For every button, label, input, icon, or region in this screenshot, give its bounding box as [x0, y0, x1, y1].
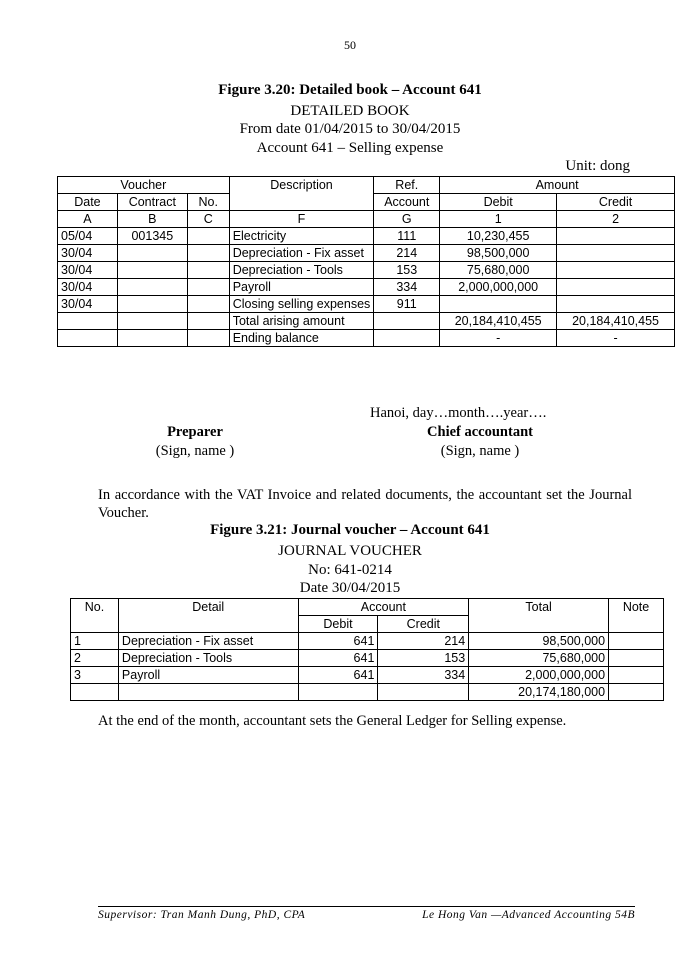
cell-debit: 75,680,000	[440, 262, 557, 279]
header-no: No.	[187, 194, 229, 211]
cell-credit	[557, 262, 675, 279]
table-row	[58, 245, 675, 262]
book-title: DETAILED BOOK	[290, 103, 410, 119]
cell-description: Depreciation - Tools	[229, 262, 374, 279]
cell-credit: 214	[378, 633, 469, 650]
grand-total: 20,174,180,000	[469, 684, 609, 701]
cell-detail: Depreciation - Fix asset	[118, 633, 298, 650]
cell-no: 2	[71, 650, 119, 667]
chief-accountant-title: Chief accountant	[427, 424, 533, 440]
cell-no	[187, 279, 229, 296]
header-credit: Credit	[378, 616, 469, 633]
footer-divider	[98, 906, 635, 907]
cell-date: 30/04	[58, 296, 118, 313]
cell-ref: 153	[374, 262, 440, 279]
cell-no	[187, 245, 229, 262]
cell-contract: 001345	[117, 228, 187, 245]
code-2: 2	[557, 211, 675, 228]
cell-debit: 641	[298, 633, 378, 650]
cell-note	[609, 650, 664, 667]
code-a: A	[58, 211, 118, 228]
header-total: Total	[469, 599, 609, 633]
figure-caption-2: Figure 3.21: Journal voucher – Account 641	[210, 522, 490, 538]
cell-credit	[557, 279, 675, 296]
footer-author: Le Hong Van —Advanced Accounting 54B	[422, 909, 635, 921]
total-row	[58, 313, 675, 330]
header-debit: Debit	[298, 616, 378, 633]
ending-debit: -	[440, 330, 557, 347]
code-c: C	[187, 211, 229, 228]
place-date: Hanoi, day…month….year….	[370, 405, 547, 421]
paragraph-general-ledger: At the end of the month, accountant sets the General Ledger for Selling expense.	[98, 713, 567, 729]
cell-ref: 214	[374, 245, 440, 262]
total-label: Total arising amount	[229, 313, 374, 330]
cell-contract	[117, 296, 187, 313]
cell-debit	[440, 296, 557, 313]
table-row	[58, 262, 675, 279]
ending-balance-label: Ending balance	[229, 330, 374, 347]
cell-total: 2,000,000,000	[469, 667, 609, 684]
code-g: G	[374, 211, 440, 228]
book-period: From date 01/04/2015 to 30/04/2015	[239, 121, 461, 137]
table-row	[58, 279, 675, 296]
cell-note	[609, 667, 664, 684]
cell-ref: 911	[374, 296, 440, 313]
cell-description: Depreciation - Fix asset	[229, 245, 374, 262]
journal-voucher-table	[70, 598, 664, 701]
header-credit: Credit	[557, 194, 675, 211]
footer-supervisor: Supervisor: Tran Manh Dung, PhD, CPA	[98, 909, 306, 921]
cell-no: 1	[71, 633, 119, 650]
cell-no	[187, 296, 229, 313]
cell-debit: 10,230,455	[440, 228, 557, 245]
cell-contract	[117, 245, 187, 262]
cell-total: 75,680,000	[469, 650, 609, 667]
cell-date: 30/04	[58, 245, 118, 262]
page-number: 50	[344, 38, 356, 52]
table-row	[58, 296, 675, 313]
cell-description: Electricity	[229, 228, 374, 245]
header-detail: Detail	[118, 599, 298, 633]
grand-total-row	[71, 684, 664, 701]
header-account: Account	[298, 599, 469, 616]
cell-date: 30/04	[58, 262, 118, 279]
cell-description: Payroll	[229, 279, 374, 296]
table-header-row	[71, 599, 664, 616]
cell-contract	[117, 279, 187, 296]
cell-detail: Depreciation - Tools	[118, 650, 298, 667]
cell-contract	[117, 262, 187, 279]
cell-credit	[557, 228, 675, 245]
header-ref-account: Account	[374, 194, 440, 211]
header-note: Note	[609, 599, 664, 633]
table-header-row	[58, 177, 675, 194]
ending-credit: -	[557, 330, 675, 347]
cell-total: 98,500,000	[469, 633, 609, 650]
detailed-book-table	[57, 176, 675, 347]
total-credit: 20,184,410,455	[557, 313, 675, 330]
paragraph-journal-intro: In accordance with the VAT Invoice and related documents, the accountant set the Journal Voucher.	[98, 487, 632, 521]
cell-credit: 334	[378, 667, 469, 684]
book-account: Account 641 – Selling expense	[256, 140, 444, 156]
table-code-row	[58, 211, 675, 228]
header-description: Description	[229, 177, 374, 211]
cell-ref: 334	[374, 279, 440, 296]
total-debit: 20,184,410,455	[440, 313, 557, 330]
header-debit: Debit	[440, 194, 557, 211]
code-f: F	[229, 211, 374, 228]
header-amount: Amount	[440, 177, 675, 194]
preparer-sign: (Sign, name )	[155, 443, 235, 459]
cell-no	[187, 228, 229, 245]
header-date: Date	[58, 194, 118, 211]
code-1: 1	[440, 211, 557, 228]
unit-label: Unit: dong	[565, 158, 630, 174]
cell-credit	[557, 245, 675, 262]
figure-caption: Figure 3.20: Detailed book – Account 641	[218, 82, 482, 98]
table-row	[71, 633, 664, 650]
header-no: No.	[71, 599, 119, 633]
cell-debit: 98,500,000	[440, 245, 557, 262]
cell-date: 05/04	[58, 228, 118, 245]
cell-ref: 111	[374, 228, 440, 245]
voucher-title: JOURNAL VOUCHER	[278, 543, 422, 559]
cell-credit	[557, 296, 675, 313]
cell-debit: 641	[298, 667, 378, 684]
header-contract: Contract	[117, 194, 187, 211]
preparer-title: Preparer	[167, 424, 223, 440]
header-voucher: Voucher	[58, 177, 230, 194]
cell-no: 3	[71, 667, 119, 684]
cell-credit: 153	[378, 650, 469, 667]
cell-description: Closing selling expenses	[229, 296, 374, 313]
cell-detail: Payroll	[118, 667, 298, 684]
code-b: B	[117, 211, 187, 228]
voucher-number: No: 641-0214	[308, 562, 392, 578]
ending-balance-row	[58, 330, 675, 347]
voucher-date: Date 30/04/2015	[299, 580, 401, 596]
cell-no	[187, 262, 229, 279]
chief-accountant-sign: (Sign, name )	[440, 443, 520, 459]
cell-date: 30/04	[58, 279, 118, 296]
header-ref: Ref.	[374, 177, 440, 194]
cell-debit: 641	[298, 650, 378, 667]
table-row	[71, 667, 664, 684]
cell-note	[609, 633, 664, 650]
table-row	[71, 650, 664, 667]
cell-debit: 2,000,000,000	[440, 279, 557, 296]
table-row	[58, 228, 675, 245]
